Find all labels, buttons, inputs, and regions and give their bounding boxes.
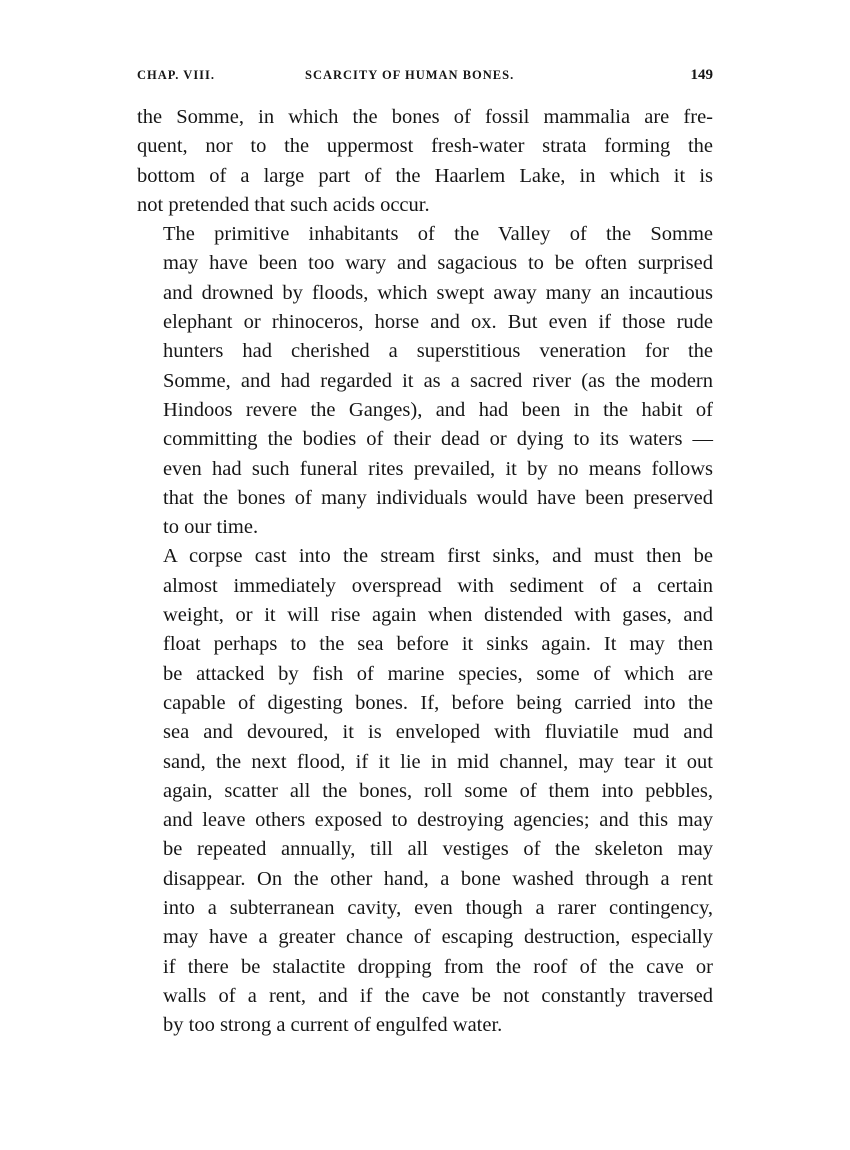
text-line: hunters had cherished a superstitious veneration for the [163,340,713,363]
text-line: bottom of a large part of the Haarlem Lake, in which it is [137,164,713,187]
text-line: to our time. [163,516,259,539]
text-line: sea and devoured, it is enveloped with fluviatile mud and [163,721,713,744]
text-line: float perhaps to the sea before it sinks again. It may then [163,633,713,656]
text-line: even had such funeral rites prevailed, it by no means follows [163,457,713,480]
text-line: may have a greater chance of escaping destruction, especially [163,926,713,949]
text-line: be repeated annually, till all vestiges of the skeleton may [163,838,713,861]
text-line: The primitive inhabitants of the Valley of the Somme [163,223,713,246]
paragraph-3 [137,542,713,1040]
text-line: committing the bodies of their dead or dying to its waters — [163,428,713,451]
text-line: and drowned by floods, which swept away many an incautious [163,281,713,304]
text-line: A corpse cast into the stream first sinks, and must then be [163,545,713,568]
body-text [137,103,713,1041]
text-line: into a subterranean cavity, even though a rarer contingency, [163,897,713,920]
running-title: SCARCITY OF HUMAN BONES. [305,68,515,82]
text-line: walls of a rent, and if the cave be not constantly traversed [163,984,713,1007]
text-line: disappear. On the other hand, a bone washed through a rent [163,867,713,890]
text-line: weight, or it will rise again when distended with gases, and [163,604,713,627]
chapter-label: CHAP. VIII. [137,68,216,82]
text-line: that the bones of many individuals would have been preserved [163,486,713,509]
text-line: almost immediately overspread with sediment of a certain [163,574,713,597]
text-line: capable of digesting bones. If, before being carried into the [163,691,713,714]
text-line: be attacked by fish of marine species, some of which are [163,662,713,685]
text-line: Somme, and had regarded it as a sacred river (as the modern [163,369,713,392]
text-line: the Somme, in which the bones of fossil mammalia are fre- [137,106,713,128]
running-head [137,64,713,86]
text-line: again, scatter all the bones, roll some of them into pebbles, [163,779,713,802]
paragraph-1 [137,103,713,220]
text-line: may have been too wary and sagacious to be often surprised [163,252,713,275]
text-line: Hindoos revere the Ganges), and had been in the habit of [163,398,713,421]
text-line: and leave others exposed to destroying agencies; and this may [163,809,713,832]
text-line: sand, the next flood, if it lie in mid channel, may tear it out [163,750,713,773]
paragraph-2 [137,220,713,542]
text-line: not pretended that such acids occur. [137,193,430,216]
text-line: quent, nor to the uppermost fresh-water strata forming the [137,135,713,158]
text-line: if there be stalactite dropping from the roof of the cave or [163,955,713,978]
page-number: 149 [690,67,713,83]
text-line: by too strong a current of engulfed water. [163,1014,503,1037]
text-line: elephant or rhinoceros, horse and ox. But even if those rude [163,311,713,334]
